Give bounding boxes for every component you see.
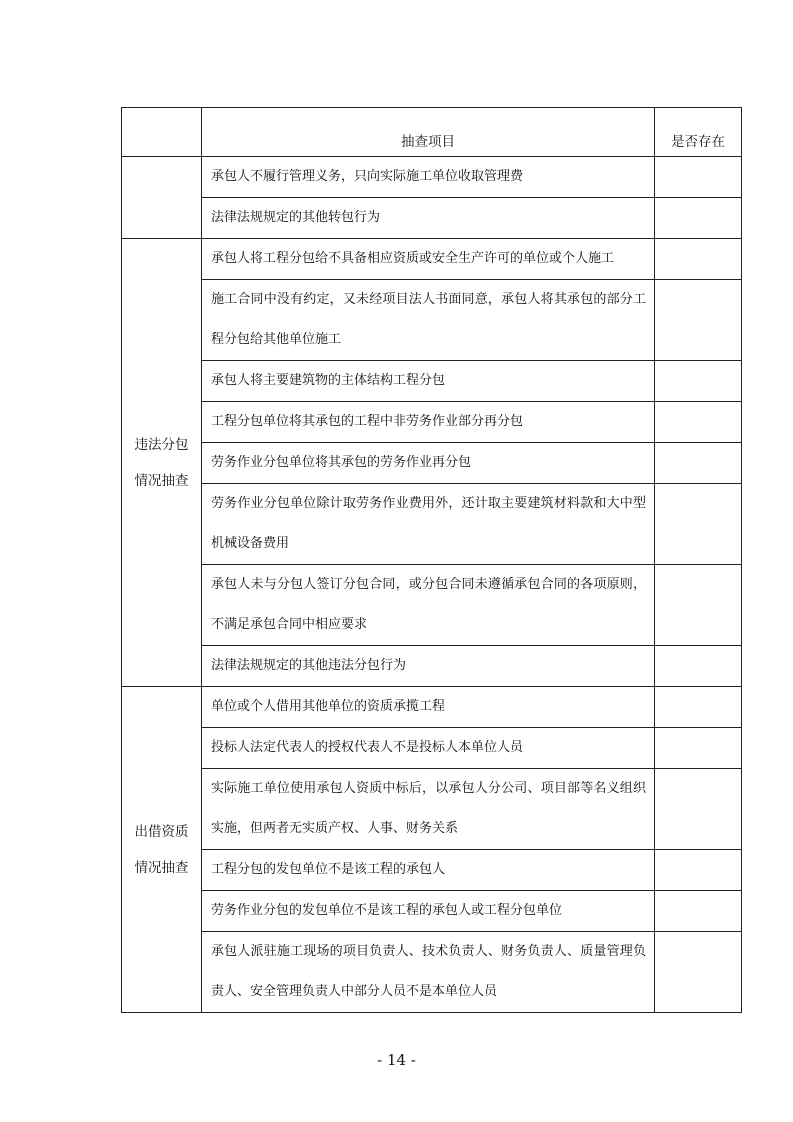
table-row (122, 932, 742, 1013)
table-row (122, 687, 742, 728)
exist-cell[interactable] (655, 565, 742, 646)
table-row (122, 565, 742, 646)
item-cell: 单位或个人借用其他单位的资质承揽工程 (202, 687, 655, 728)
item-cell: 劳务作业分包单位除计取劳务作业费用外，还计取主要建筑材料款和大中型机械设备费用 (202, 484, 655, 565)
table-row (122, 361, 742, 402)
category-label-line1: 出借资质 (134, 823, 189, 840)
item-cell: 承包人派驻施工现场的项目负责人、技术负责人、财务负责人、质量管理负责人、安全管理负责人中部分人员不是本单位人员 (202, 932, 655, 1013)
table-header-row (122, 108, 742, 157)
table-row (122, 157, 742, 198)
header-item: 抽查项目 (202, 108, 655, 157)
exist-cell[interactable] (655, 361, 742, 402)
category-cell-continued (122, 157, 202, 239)
category-label-line2: 情况抽查 (134, 859, 189, 876)
table-row (122, 402, 742, 443)
table-row (122, 769, 742, 850)
exist-cell[interactable] (655, 280, 742, 361)
exist-cell[interactable] (655, 687, 742, 728)
item-cell: 施工合同中没有约定，又未经项目法人书面同意，承包人将其承包的部分工程分包给其他单位施工 (202, 280, 655, 361)
table-row (122, 484, 742, 565)
table-row (122, 728, 742, 769)
category-cell (122, 239, 202, 687)
item-cell: 法律法规规定的其他违法分包行为 (202, 646, 655, 687)
page-number: - 14 - (377, 1051, 416, 1069)
item-cell: 实际施工单位使用承包人资质中标后，以承包人分公司、项目部等名义组织实施，但两者无实质产权、人事、财务关系 (202, 769, 655, 850)
exist-cell[interactable] (655, 728, 742, 769)
exist-cell[interactable] (655, 402, 742, 443)
table-row (122, 239, 742, 280)
exist-cell[interactable] (655, 239, 742, 280)
exist-cell[interactable] (655, 198, 742, 239)
exist-cell[interactable] (655, 850, 742, 891)
item-cell: 劳务作业分包单位将其承包的劳务作业再分包 (202, 443, 655, 484)
exist-cell[interactable] (655, 484, 742, 565)
item-cell: 承包人不履行管理义务，只向实际施工单位收取管理费 (202, 157, 655, 198)
exist-cell[interactable] (655, 891, 742, 932)
item-cell: 承包人将工程分包给不具备相应资质或安全生产许可的单位或个人施工 (202, 239, 655, 280)
exist-cell[interactable] (655, 769, 742, 850)
category-label-line2: 情况抽查 (134, 472, 189, 489)
item-cell: 承包人将主要建筑物的主体结构工程分包 (202, 361, 655, 402)
header-exist: 是否存在 (655, 108, 742, 157)
exist-cell[interactable] (655, 157, 742, 198)
exist-cell[interactable] (655, 646, 742, 687)
category-cell (122, 687, 202, 1013)
item-cell: 工程分包的发包单位不是该工程的承包人 (202, 850, 655, 891)
exist-cell[interactable] (655, 932, 742, 1013)
item-cell: 工程分包单位将其承包的工程中非劳务作业部分再分包 (202, 402, 655, 443)
table-row (122, 850, 742, 891)
table-row (122, 443, 742, 484)
inspection-table (121, 107, 742, 1013)
item-cell: 投标人法定代表人的授权代表人不是投标人本单位人员 (202, 728, 655, 769)
category-label-line1: 违法分包 (134, 436, 189, 453)
table-row (122, 198, 742, 239)
exist-cell[interactable] (655, 443, 742, 484)
item-cell: 法律法规规定的其他转包行为 (202, 198, 655, 239)
item-cell: 承包人未与分包人签订分包合同，或分包合同未遵循承包合同的各项原则，不满足承包合同中相应要求 (202, 565, 655, 646)
table-row (122, 280, 742, 361)
header-category-cell (122, 108, 202, 157)
table-row (122, 646, 742, 687)
item-cell: 劳务作业分包的发包单位不是该工程的承包人或工程分包单位 (202, 891, 655, 932)
table-row (122, 891, 742, 932)
